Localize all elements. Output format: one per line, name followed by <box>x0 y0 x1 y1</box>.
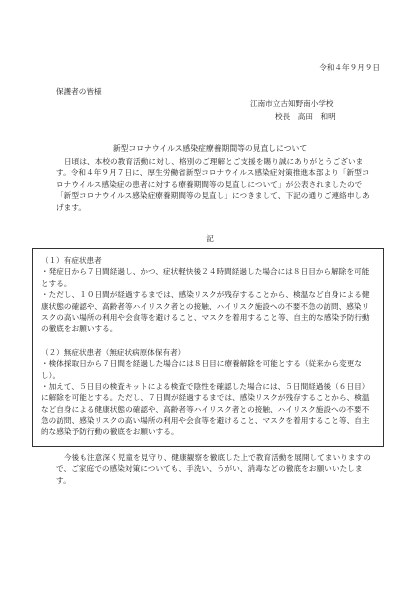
document-date: 令和４年９月９日 <box>319 63 380 72</box>
section1-bullet: ・ただし、１０日間が経過するまでは、感染リスクが残存することから、検温など自身による健康状態の確認や、高齢者等ハイリスク者との接触、ハイリスク施設への不要不急の訪問、感染リスクの高い場所の利用や会食等を避けること、マスクを着用すること等、自主的な感染予防行動の徹底をお願いする。 <box>41 290 370 334</box>
school-name: 江南市立古知野南小学校 <box>250 99 334 108</box>
closing-paragraph <box>56 452 372 486</box>
intro-text: 日頃は、本校の教育活動に対し、格別のご理解とご支援を賜り誠にありがとうございます。令和４年９月７日に、厚生労働省新型コロナウイルス感染症対策推進本部より「新型コロナウイルス感染症の患者に対する療養期間等の見直しについて」が公表されましたので「新型コロナウイルス感染症療養期間等の見直し」につきまして、下記の通りご連絡申しあげます。 <box>56 157 370 212</box>
section2-bullet: ・加えて、５日目の検査キットによる検査で陰性を確認した場合には、５日間経過後（６日目）に解除を可能とする。ただし、７日間が経過するまでは、感染リスクが残存することから、検温など自身による健康状態の確認や、高齢者等ハイリスク者との接触、ハイリスク施設への不要不急の訪問、感染リスクの高い場所の利用や会食等を避けること、マスクを着用すること等、自主的な感染予防行動の徹底をお願いする。 <box>41 381 370 437</box>
section2-heading: （２）無症状患者（無症状病原体保有者） <box>41 347 186 357</box>
ki-heading: 記 <box>206 234 214 243</box>
principal-name: 校長 高田 和明 <box>275 112 336 121</box>
document-title: 新型コロナウイルス感染症療養期間等の見直しについて <box>112 144 308 153</box>
intro-paragraph <box>56 156 370 213</box>
closing-text: 今後も注意深く児童を見守り、健康観察を徹底した上で教育活動を展開してまいりますので、ご家庭での感染対策についても、手洗い、うがい、消毒などの徹底をお願いいたします。 <box>56 453 371 485</box>
recipient-line: 保護者の皆様 <box>56 87 102 96</box>
notice-box <box>32 248 384 447</box>
section2-bullet: ・検体採取日から７日間を経過した場合には８日目に療養解除を可能とする（従来から変更なし）。 <box>41 359 363 380</box>
section-spacer <box>41 335 375 347</box>
section1-heading: （１）有症状患者 <box>41 256 102 265</box>
section1-bullet: ・発症日から７日間経過し、かつ、症状軽快後２４時間経過した場合には８日目から解除を可能とする。 <box>41 267 370 288</box>
